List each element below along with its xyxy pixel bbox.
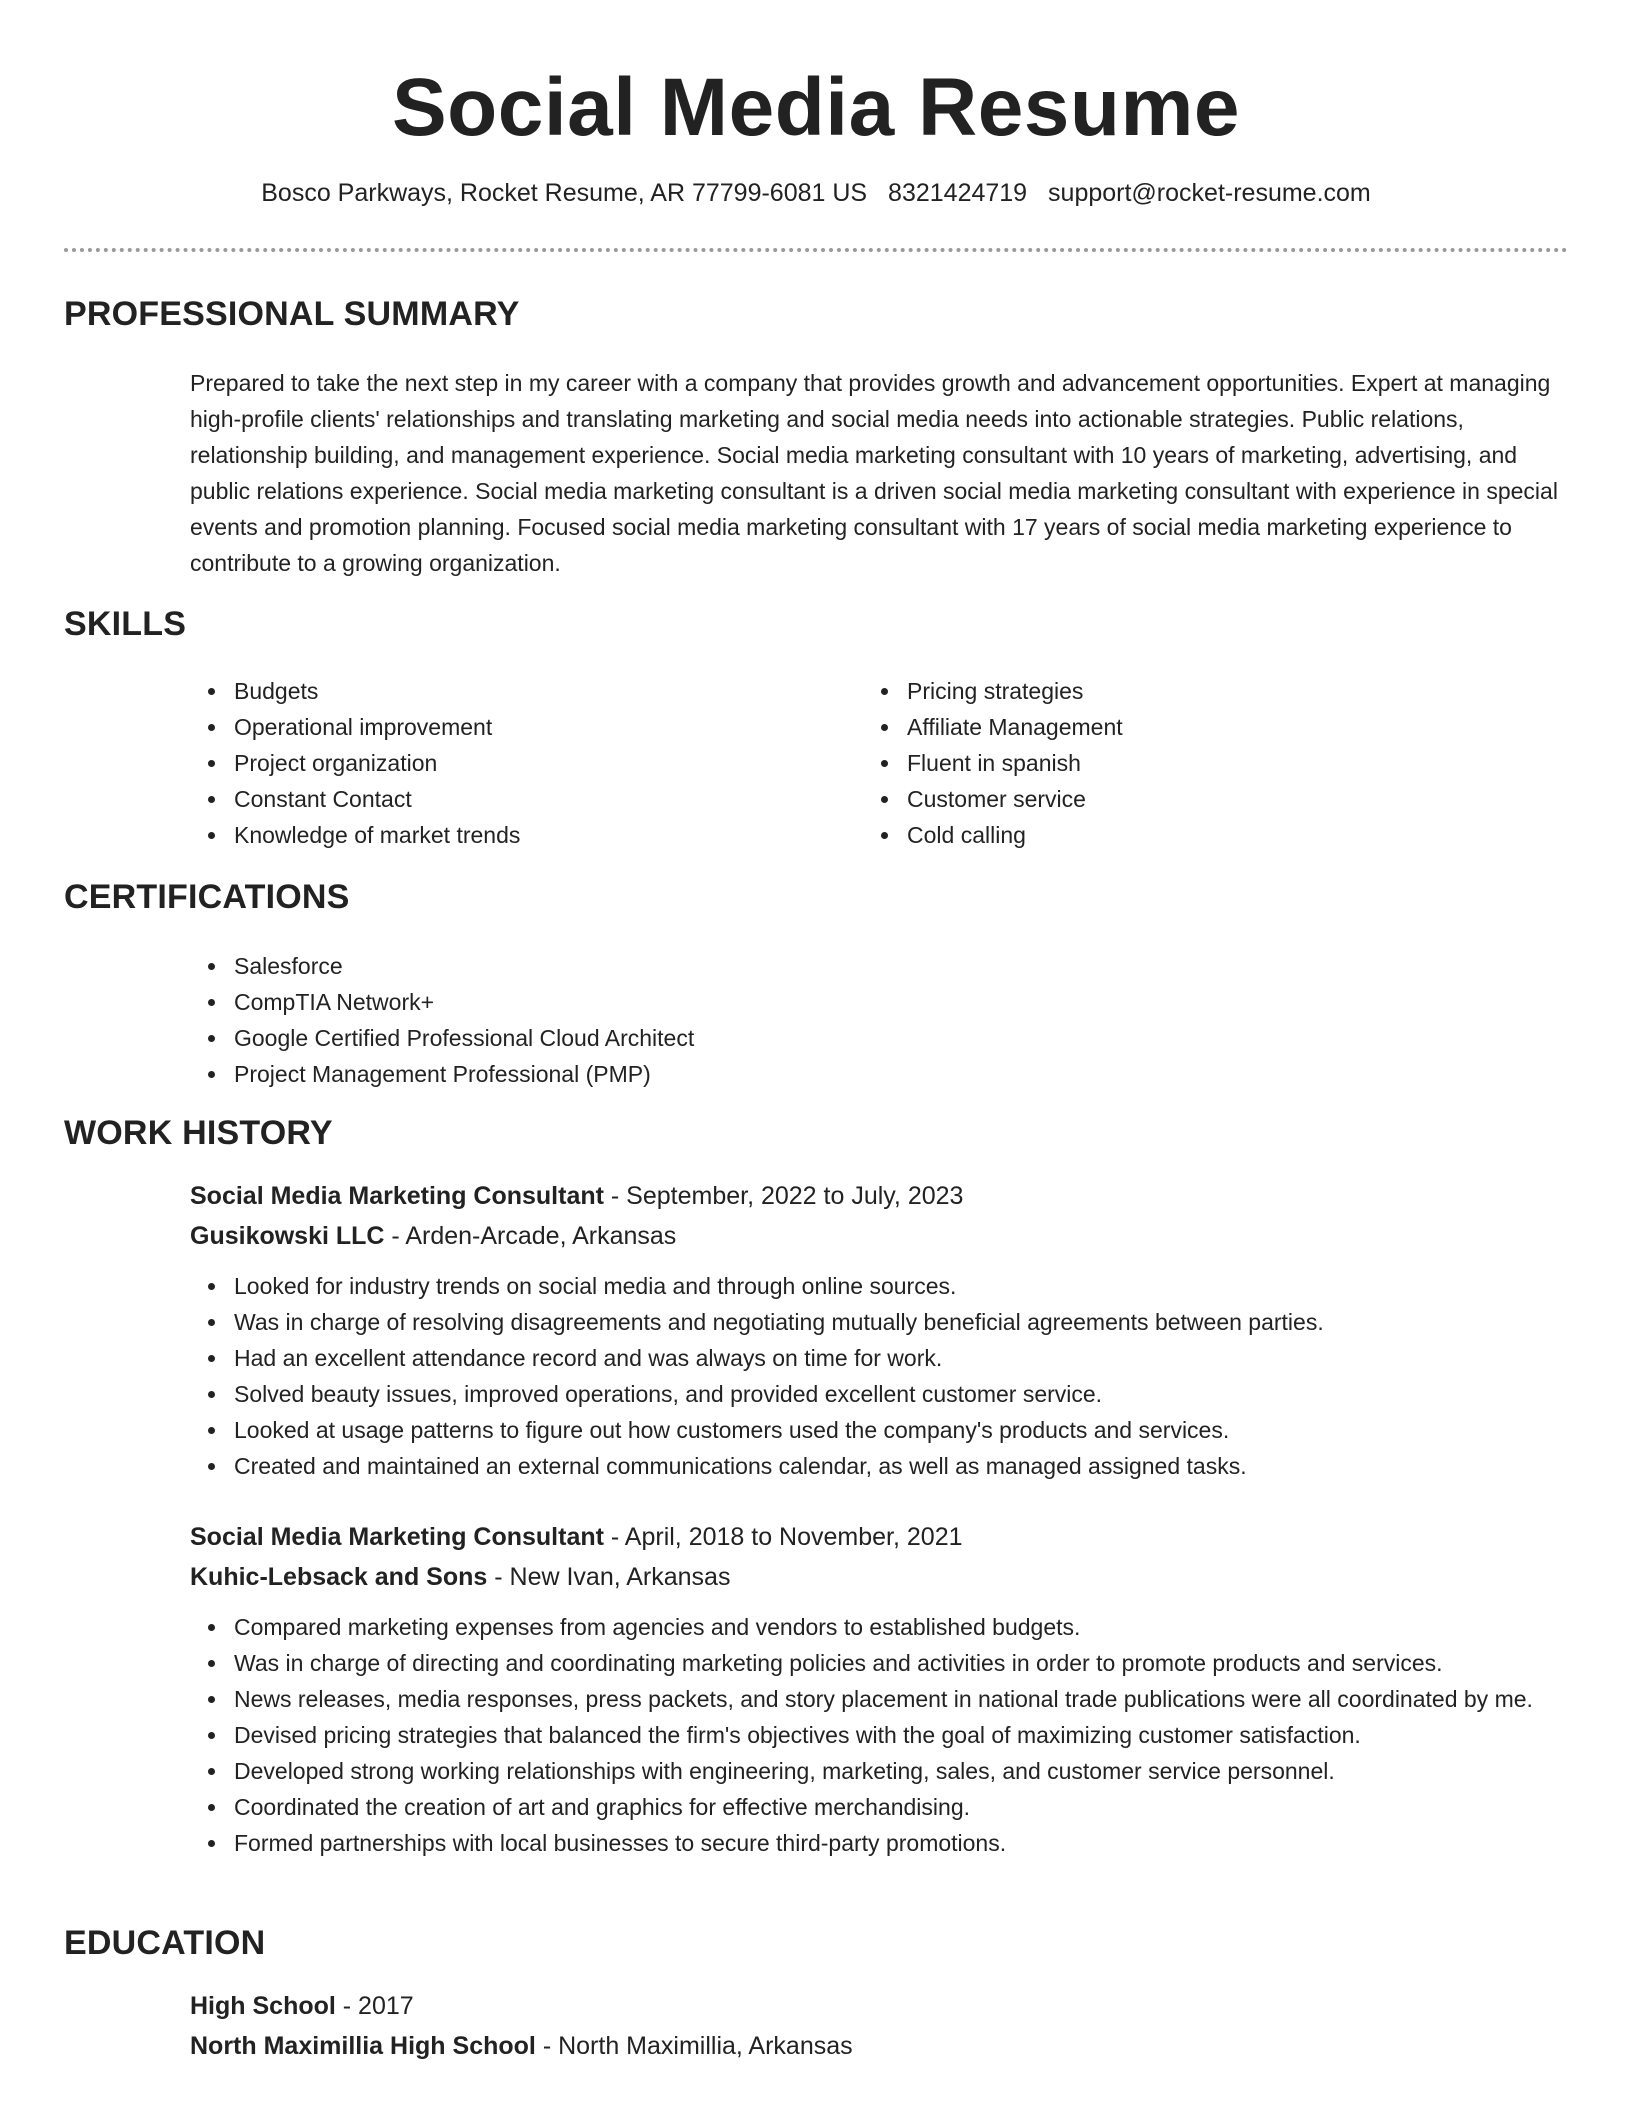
job-company: Kuhic-Lebsack and Sons [190,1563,488,1591]
certification-item: Salesforce [234,948,694,984]
resume-page [64,0,1568,2060]
header-divider [64,248,1568,252]
job-entry [190,1176,1575,1484]
summary-text: Prepared to take the next step in my career with a company that provides growth and advancement opportunities. Expert at managing high-profile clients' relationships and translating marketing and social media needs into actionable strategies. Public relations, relationship building, and management experience. Social media marketing consultant with 10 years of marketing, advertising, and public relations experience. Social media marketing consultant is a driven social media marketing consultant with experience in special events and promotion planning. Focused social media marketing consultant with 17 years of social media marketing experience to contribute to a growing organization. [190,370,1558,576]
skill-item: Fluent in spanish [907,745,1123,781]
job-duty: Was in charge of resolving disagreements and negotiating mutually beneficial agreements between parties. [234,1304,1575,1340]
certification-item: Google Certified Professional Cloud Architect [234,1020,694,1056]
education-school: North Maximillia High School [190,2032,536,2060]
contact-address: Bosco Parkways, Rocket Resume, AR 77799-6081 US [261,179,868,207]
job-role: Social Media Marketing Consultant [190,1523,604,1551]
education-heading: EDUCATION [64,1924,266,1962]
job-company-line [190,1216,1575,1256]
contact-line [64,176,1568,210]
job-title-line [190,1176,1575,1216]
skill-item: Affiliate Management [907,709,1123,745]
skill-item: Constant Contact [234,781,520,817]
skill-item: Pricing strategies [907,673,1123,709]
job-location: - Arden-Arcade, Arkansas [384,1222,677,1250]
job-dates: - September, 2022 to July, 2023 [603,1182,964,1210]
summary-heading: PROFESSIONAL SUMMARY [64,295,520,333]
job-duty: Formed partnerships with local businesses to secure third-party promotions. [234,1825,1575,1861]
job-duty: Developed strong working relationships with engineering, marketing, sales, and customer service personnel. [234,1753,1575,1789]
job-entry [190,1517,1575,1861]
job-company: Gusikowski LLC [190,1222,385,1250]
job-duty: Compared marketing expenses from agencies and vendors to established budgets. [234,1609,1575,1645]
job-duty: Devised pricing strategies that balanced the firm's objectives with the goal of maximizing customer satisfaction. [234,1717,1575,1753]
education-degree: High School [190,1992,336,2020]
skill-item: Cold calling [907,817,1123,853]
education-entry [190,1986,1575,2066]
job-duties [190,1268,1575,1484]
skills-right-column [863,673,1123,853]
skills-heading: SKILLS [64,605,187,643]
job-duty: Looked for industry trends on social media and through online sources. [234,1268,1575,1304]
job-duty: Created and maintained an external communications calendar, as well as managed assigned tasks. [234,1448,1575,1484]
education-school-line [190,2026,1575,2066]
certifications-list [190,948,694,1092]
certifications-heading: CERTIFICATIONS [64,878,350,916]
job-dates: - April, 2018 to November, 2021 [603,1523,963,1551]
job-duty: News releases, media responses, press packets, and story placement in national trade publications were all coordinated by me. [234,1681,1575,1717]
skill-item: Operational improvement [234,709,520,745]
contact-phone: 8321424719 [888,179,1028,207]
job-company-line [190,1557,1575,1597]
job-location: - New Ivan, Arkansas [487,1563,731,1591]
job-title-line [190,1517,1575,1557]
job-duty: Looked at usage patterns to figure out how customers used the company's products and services. [234,1412,1575,1448]
job-duty: Coordinated the creation of art and graphics for effective merchandising. [234,1789,1575,1825]
certification-item: Project Management Professional (PMP) [234,1056,694,1092]
skill-item: Customer service [907,781,1123,817]
work-history-heading: WORK HISTORY [64,1114,333,1152]
job-duty: Was in charge of directing and coordinating marketing policies and activities in order to promote products and services. [234,1645,1575,1681]
skill-item: Project organization [234,745,520,781]
job-duty: Solved beauty issues, improved operations, and provided excellent customer service. [234,1376,1575,1412]
education-location: - North Maximillia, Arkansas [535,2032,853,2060]
job-duties [190,1609,1575,1861]
education-year: - 2017 [335,1992,414,2020]
skills-left-column [190,673,520,853]
job-role: Social Media Marketing Consultant [190,1182,604,1210]
skill-item: Budgets [234,673,520,709]
skill-item: Knowledge of market trends [234,817,520,853]
resume-name: Social Media Resume [391,62,1241,153]
certification-item: CompTIA Network+ [234,984,694,1020]
job-duty: Had an excellent attendance record and was always on time for work. [234,1340,1575,1376]
contact-email[interactable]: support@rocket-resume.com [1048,179,1371,207]
education-degree-line [190,1986,1575,2026]
